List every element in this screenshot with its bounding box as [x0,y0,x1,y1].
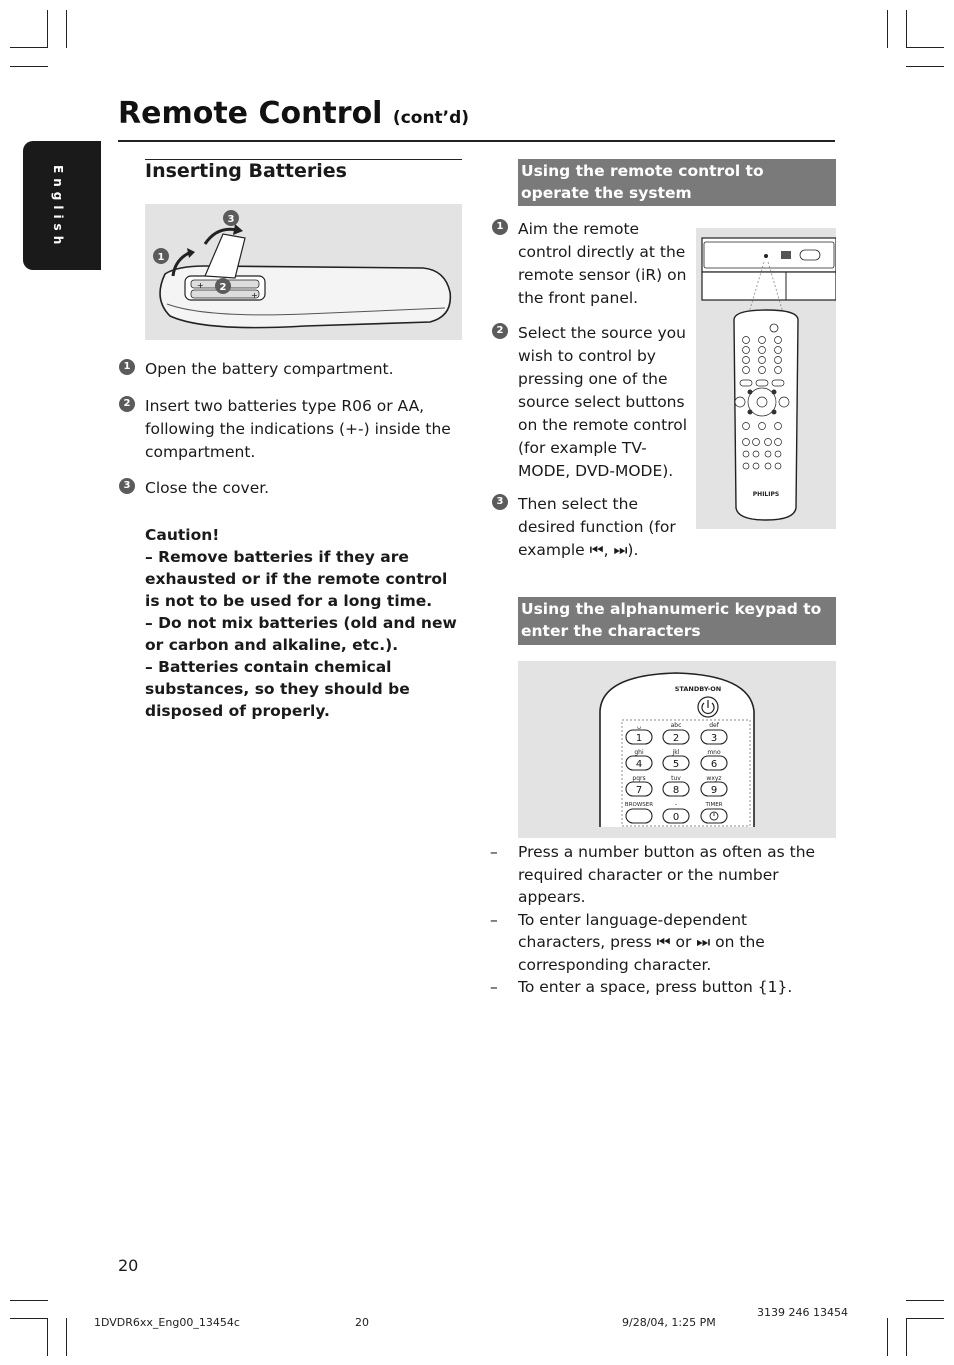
remote-illustration [696,228,836,529]
crop-mark [47,1318,48,1356]
timer-label: TIMER [705,802,723,808]
key-letters: abc [670,722,682,729]
step-number: 1 [492,219,508,235]
key-9: 9 [710,785,718,796]
step-text: Close the cover. [145,479,270,497]
page-number: 20 [118,1256,139,1275]
key-letters: mno [707,749,721,756]
footer-doc-code: 3139 246 13454 [757,1306,848,1319]
crop-mark [47,10,48,48]
crop-mark [10,1318,48,1319]
footer-center-page: 20 [355,1316,369,1329]
list-item: – To enter a space, press button {1}. [490,978,793,996]
key-5: 5 [672,759,680,770]
caution-block [145,524,465,722]
browser-label: BROWSER [624,802,654,808]
key-letters: - [674,801,678,808]
figure-marker-3-label: 3 [227,214,235,225]
crop-mark [66,1318,67,1356]
key-letters: pqrs [632,775,646,782]
crop-mark [887,10,888,48]
title-rule [118,140,835,142]
footer-file-name: 1DVDR6xx_Eng00_13454c [94,1316,240,1329]
crop-mark [906,10,907,48]
crop-mark [906,1318,907,1356]
svg-text:+: + [251,291,258,300]
crop-mark [906,1300,944,1301]
caution-item: – Batteries contain chemical substances, so they should be disposed of properly. [145,658,410,720]
key-letters: ghi [634,749,644,756]
keypad-figure [518,661,836,838]
crop-mark [10,47,48,48]
section-heading-alphanumeric-keypad: Using the alphanumeric keypad to enter the characters [518,597,836,645]
step-number: 3 [119,478,135,494]
standby-label: STANDBY-ON [674,685,722,693]
crop-mark [10,66,48,67]
crop-mark [906,1318,944,1319]
step-number: 3 [492,494,508,510]
key-2: 2 [672,733,680,744]
crop-mark [887,1318,888,1356]
step-text: Select the source you wish to control by pressing one of the source select buttons on the remote control (for example TV-MODE, DVD-MODE). [518,324,688,480]
key-8: 8 [672,785,680,796]
step-number: 1 [119,359,135,375]
step-text: Aim the remote control directly at the remote sensor (iR) on the front panel. [518,220,687,307]
key-letters: def [709,722,719,729]
key-letters: ␣ [637,722,641,729]
svg-text:+: + [197,281,204,290]
key-letters: tuv [671,775,681,782]
crop-mark [66,10,67,48]
key-letters: wxyz [706,775,722,782]
list-item: – To enter language-dependent characters, press ⏮ or ⏭ on the corresponding character. [490,910,765,974]
key-4: 4 [635,759,643,770]
crop-mark [906,47,944,48]
step-number: 2 [119,396,135,412]
key-3: 3 [710,733,718,744]
battery-figure [145,204,462,340]
page-title [118,96,469,131]
step-text: Insert two batteries type R06 or AA, following the indications (+-) inside the compartment. [145,397,451,461]
language-tab-label: English [51,165,65,250]
step-number: 2 [492,323,508,339]
key-letters: jkl [672,749,680,756]
key-0: 0 [672,812,680,823]
step-text: Then select the desired function (for example ⏮, ⏭). [518,495,676,559]
remote-control-figure [696,228,836,529]
language-tab [23,141,101,270]
keypad-instructions [490,841,835,999]
remote-brand-label: PHILIPS [752,491,780,498]
key-7: 7 [635,785,643,796]
step-text: Open the battery compartment. [145,360,394,378]
caution-item: – Remove batteries if they are exhausted or if the remote control is not to be used for a long time. [145,548,448,610]
list-item-text: To enter a space, press button {1}. [518,978,793,996]
page-title-suffix: (cont’d) [392,108,470,128]
section-heading-inserting-batteries: Inserting Batteries [145,160,347,182]
list-item: – Press a number button as often as the required character or the number appears. [490,843,816,906]
keypad-illustration [518,661,836,838]
caution-item: – Do not mix batteries (old and new or carbon and alkaline, etc.). [145,614,457,654]
figure-marker-1-label: 1 [157,252,165,263]
battery-illustration [145,204,462,340]
list-item-text: To enter language-dependent characters, press ⏮ or ⏭ on the corresponding character. [518,910,765,974]
caution-title: Caution! [145,526,220,544]
figure-marker-2-label: 2 [219,282,227,293]
key-1: 1 [635,733,643,744]
crop-mark [906,66,944,67]
crop-mark [10,1300,48,1301]
key-6: 6 [710,759,718,770]
footer-date: 9/28/04, 1:25 PM [622,1316,716,1329]
section-heading-remote-control: Using the remote control to operate the system [518,159,836,206]
list-item-text: Press a number button as often as the required character or the number appears. [518,843,816,906]
page-title-text: Remote Control [118,96,383,131]
